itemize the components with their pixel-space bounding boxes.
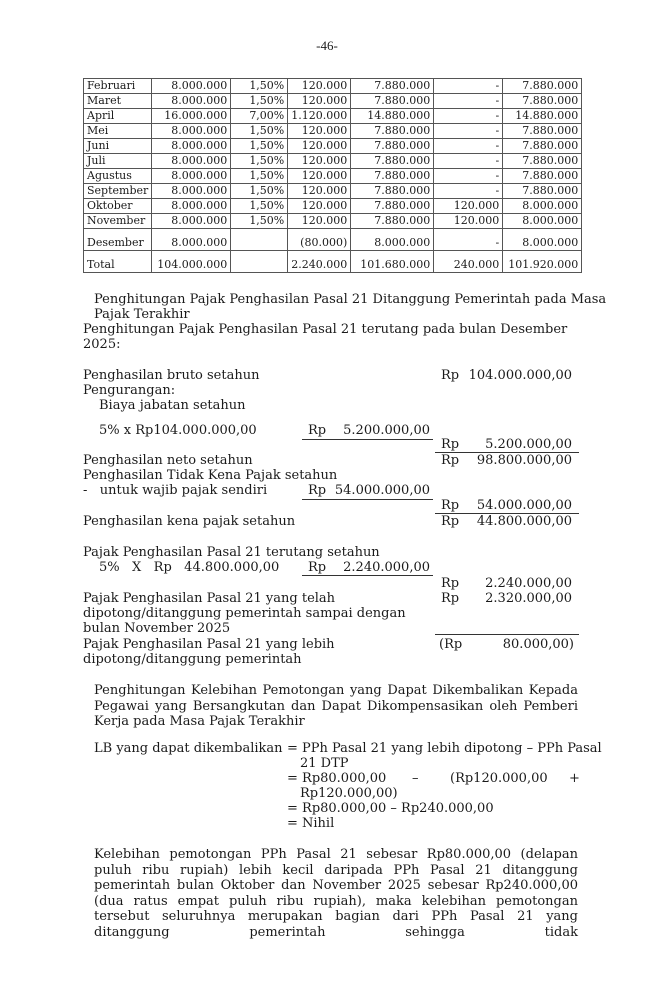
table-cell: 7.880.000 [503, 169, 582, 184]
table-cell: 7.880.000 [351, 199, 434, 214]
table-cell: 8.000.000 [152, 214, 231, 229]
table-row [84, 169, 582, 184]
table-cell: 7.880.000 [351, 154, 434, 169]
table-cell: 7.880.000 [351, 79, 434, 94]
table-row [84, 109, 582, 124]
table-cell: 120.000 [288, 169, 351, 184]
terutang-formula: 5% X Rp 44.800.000,00 [99, 560, 280, 575]
table-cell: 8.000.000 [152, 154, 231, 169]
table-cell: 7.880.000 [351, 124, 434, 139]
section-heading-line2: Pajak Terakhir [94, 307, 190, 322]
table-cell: 8.000.000 [152, 79, 231, 94]
table-cell: 8.000.000 [152, 139, 231, 154]
pengurangan-label: Pengurangan: [83, 383, 176, 398]
table-cell: 1,50% [231, 184, 288, 199]
neto-currency: Rp [441, 453, 460, 468]
table-cell: 14.880.000 [503, 109, 582, 124]
bruto-label: Penghasilan bruto setahun [83, 368, 260, 383]
table-cell: 240.000 [434, 251, 503, 273]
biaya-jabatan-label: Biaya jabatan setahun [99, 398, 246, 413]
ptkp-label: Penghasilan Tidak Kena Pajak setahun [83, 468, 338, 483]
table-cell: 1,50% [231, 139, 288, 154]
table-row [84, 94, 582, 109]
section-heading-line1: Penghitungan Pajak Penghasilan Pasal 21 Ditanggung Pemerintah pada Masa [94, 292, 607, 307]
table-cell: 1.120.000 [288, 109, 351, 124]
table-cell: 8.000.000 [351, 229, 434, 251]
lb-label: LB yang dapat dikembalikan [94, 741, 283, 756]
neto-value: 98.800.000,00 [476, 453, 572, 468]
table-cell: 1,50% [231, 199, 288, 214]
page-number: -46- [316, 38, 338, 53]
table-cell: Juni [84, 139, 152, 154]
table-cell: 8.000.000 [503, 214, 582, 229]
table-cell: - [434, 169, 503, 184]
ptkp-sub-label: - untuk wajib pajak sendiri [83, 483, 268, 498]
terutang-sub-currency: Rp [308, 560, 327, 575]
table-row [84, 199, 582, 214]
table-cell: 1,50% [231, 169, 288, 184]
ptkp-sub-currency: Rp [308, 483, 327, 498]
table-cell: Maret [84, 94, 152, 109]
table-cell: 120.000 [288, 154, 351, 169]
dipotong-value: 2.320.000,00 [485, 591, 572, 606]
lb-eq2-c: (Rp120.000,00 [450, 771, 548, 786]
table-cell: 1,50% [231, 79, 288, 94]
biaya-value: 5.200.000,00 [485, 437, 572, 452]
table-cell: 7,00% [231, 109, 288, 124]
table-cell: April [84, 109, 152, 124]
biaya-formula: 5% x Rp104.000.000,00 [99, 423, 257, 438]
lb-eq2-line2: Rp120.000,00) [300, 786, 398, 801]
lebih-currency: (Rp [439, 637, 463, 652]
table-cell: 1,50% [231, 94, 288, 109]
section2-heading: Penghitungan Kelebihan Pemotongan yang Dapat Dikembalikan Kepada Pegawai yang Bersangkutan dan Dapat Dikompensasikan oleh Pemberi Kerja pada Masa Pajak Terakhir [94, 683, 578, 729]
table-row [84, 214, 582, 229]
table-cell: 7.880.000 [503, 124, 582, 139]
table-row [84, 124, 582, 139]
pkp-value: 44.800.000,00 [476, 514, 572, 529]
table-cell: - [434, 79, 503, 94]
table-cell: Februari [84, 79, 152, 94]
table-cell: 8.000.000 [152, 124, 231, 139]
terutang-sub-value: 2.240.000,00 [343, 560, 430, 575]
table-cell: 7.880.000 [503, 79, 582, 94]
intro-line2: 2025: [83, 337, 121, 352]
table-cell: 8.000.000 [152, 169, 231, 184]
table-cell: 1,50% [231, 214, 288, 229]
table-cell: 7.880.000 [351, 184, 434, 199]
table-cell: 7.880.000 [351, 169, 434, 184]
subtotal-rule [302, 439, 433, 440]
table-cell: 8.000.000 [152, 199, 231, 214]
total-rule [435, 634, 579, 635]
subtotal-rule [302, 575, 433, 576]
table-cell: 7.880.000 [351, 94, 434, 109]
table-cell: - [434, 94, 503, 109]
table-cell: 8.000.000 [152, 229, 231, 251]
table-cell: 8.000.000 [503, 229, 582, 251]
neto-label: Penghasilan neto setahun [83, 453, 253, 468]
table-cell: - [434, 154, 503, 169]
dipotong-label-2: dipotong/ditanggung pemerintah sampai dengan [83, 606, 406, 621]
table-cell: 120.000 [288, 214, 351, 229]
table-cell: 16.000.000 [152, 109, 231, 124]
table-row [84, 229, 582, 251]
table-cell: 120.000 [288, 79, 351, 94]
lebih-label-1: Pajak Penghasilan Pasal 21 yang lebih [83, 637, 335, 652]
table-cell: 1,50% [231, 124, 288, 139]
table-cell: - [434, 139, 503, 154]
table-cell: 120.000 [288, 199, 351, 214]
terutang-label: Pajak Penghasilan Pasal 21 terutang setahun [83, 545, 380, 560]
table-row [84, 184, 582, 199]
bruto-value: 104.000.000,00 [468, 368, 572, 383]
table-cell: 104.000.000 [152, 251, 231, 273]
lb-eq2-a: = Rp80.000,00 [287, 771, 387, 786]
lb-eq2-d: + [569, 771, 580, 786]
table-cell: 120.000 [434, 214, 503, 229]
dipotong-currency: Rp [441, 591, 460, 606]
pkp-label: Penghasilan kena pajak setahun [83, 514, 296, 529]
ptkp-value: 54.000.000,00 [476, 498, 572, 513]
biaya-sub-value: 5.200.000,00 [343, 423, 430, 438]
table-cell: 120.000 [434, 199, 503, 214]
table-cell: - [434, 124, 503, 139]
dipotong-label-1: Pajak Penghasilan Pasal 21 yang telah [83, 591, 336, 606]
table-cell: 101.920.000 [503, 251, 582, 273]
table-cell: 14.880.000 [351, 109, 434, 124]
table-cell: September [84, 184, 152, 199]
table-cell: 7.880.000 [503, 94, 582, 109]
table-cell: Juli [84, 154, 152, 169]
table-cell: - [434, 109, 503, 124]
table-cell: 101.680.000 [351, 251, 434, 273]
table-cell: Mei [84, 124, 152, 139]
biaya-currency: Rp [441, 437, 460, 452]
pkp-currency: Rp [441, 514, 460, 529]
table-cell: November [84, 214, 152, 229]
table-cell: 8.000.000 [152, 94, 231, 109]
table-cell: 7.880.000 [503, 139, 582, 154]
table-cell: 120.000 [288, 124, 351, 139]
intro-line1: Penghitungan Pajak Penghasilan Pasal 21 terutang pada bulan Desember [83, 322, 568, 337]
table-cell: 120.000 [288, 94, 351, 109]
table-cell [231, 229, 288, 251]
table-cell: 7.880.000 [503, 154, 582, 169]
terutang-currency: Rp [441, 576, 460, 591]
ptkp-sub-value: 54.000.000,00 [334, 483, 430, 498]
table-cell: 1,50% [231, 154, 288, 169]
conclusion-paragraph: Kelebihan pemotongan PPh Pasal 21 sebesar Rp80.000,00 (delapan puluh ribu rupiah) lebih kecil daripada PPh Pasal 21 ditanggung pemerintah bulan Oktober dan November 2025 sebesar Rp240.000,00 (dua ratus empat puluh ribu rupiah), maka kelebihan pemotongan tersebut seluruhnya merupakan bagian dari PPh Pasal 21 yang ditanggung pemerintah sehingga tidak [94, 847, 578, 940]
pph-monthly-table [83, 78, 582, 273]
lebih-label-2: dipotong/ditanggung pemerintah [83, 652, 302, 667]
table-row [84, 139, 582, 154]
table-total-row [84, 251, 582, 273]
dipotong-label-3: bulan November 2025 [83, 621, 231, 636]
table-row [84, 79, 582, 94]
table-cell: Oktober [84, 199, 152, 214]
table-cell: Desember [84, 229, 152, 251]
table-cell: 8.000.000 [152, 184, 231, 199]
table-cell: - [434, 184, 503, 199]
ptkp-currency: Rp [441, 498, 460, 513]
table-cell: - [434, 229, 503, 251]
biaya-sub-currency: Rp [308, 423, 327, 438]
table-cell: 7.880.000 [351, 139, 434, 154]
lebih-value: 80.000,00) [502, 637, 574, 652]
lb-eq2-b: – [412, 771, 419, 786]
table-cell: 8.000.000 [503, 199, 582, 214]
table-cell: 2.240.000 [288, 251, 351, 273]
table-cell: 120.000 [288, 184, 351, 199]
lb-eq4: = Nihil [287, 816, 335, 831]
table-cell [231, 251, 288, 273]
subtotal-rule [302, 499, 433, 500]
table-cell: 7.880.000 [503, 184, 582, 199]
table-cell: 7.880.000 [351, 214, 434, 229]
lb-eq1-line1: = PPh Pasal 21 yang lebih dipotong – PPh Pasal [287, 741, 602, 756]
lb-eq3: = Rp80.000,00 – Rp240.000,00 [287, 801, 494, 816]
table-cell: Total [84, 251, 152, 273]
table-cell: (80.000) [288, 229, 351, 251]
terutang-value: 2.240.000,00 [485, 576, 572, 591]
bruto-currency: Rp [441, 368, 460, 383]
table-row [84, 154, 582, 169]
lb-eq1-line2: 21 DTP [300, 756, 349, 771]
table-cell: Agustus [84, 169, 152, 184]
table-cell: 120.000 [288, 139, 351, 154]
